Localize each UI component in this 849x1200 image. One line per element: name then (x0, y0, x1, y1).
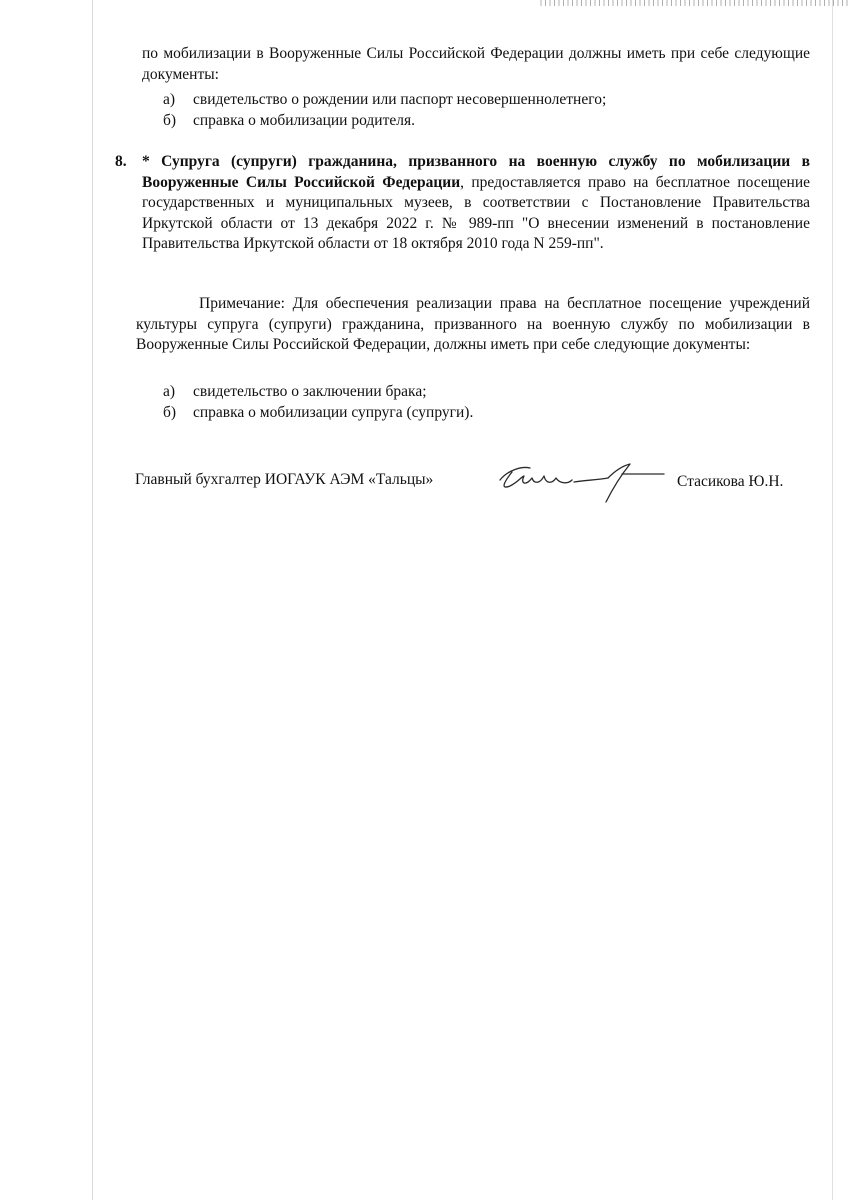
list-marker: б) (163, 112, 177, 129)
list-marker: а) (163, 383, 176, 400)
list-item-text: справка о мобилизации родителя. (193, 112, 415, 129)
item-8-text: , предоставляется право на бесплатное посещение государственных и муниципальных музеев, в соответствии с Постановление Правительства Иркутской области от 13 декабря 2022 г. № 989-пп "О внесении изменений в постановление Правительства Иркутской области от 18 октября 2010 года N 259-пп". (142, 173, 810, 252)
signature-block (135, 466, 815, 506)
list-item (163, 402, 473, 423)
item-8-bold-text: * Супруга (супруги) гражданина, призванного на военную службу по мобилизации в Вооруженные Силы Российской Федерации (142, 153, 810, 191)
list-item (163, 110, 606, 131)
list-item (163, 381, 473, 402)
list-item-text: свидетельство о заключении брака; (193, 383, 427, 400)
scan-edge-right (832, 0, 833, 1200)
signer-position: Главный бухгалтер ИОГАУК АЭМ «Тальцы» (135, 471, 434, 488)
list-marker: а) (163, 91, 176, 108)
scan-artifact-top (540, 0, 849, 6)
item-8-body (142, 152, 810, 255)
list-item-text: свидетельство о рождении или паспорт несовершеннолетнего; (193, 91, 607, 108)
list-item (163, 89, 606, 110)
item-number: 8. (115, 153, 127, 170)
signer-name: Стасикова Ю.Н. (677, 473, 784, 490)
handwritten-signature (490, 462, 670, 506)
documents-list-spouse (163, 381, 473, 423)
scan-edge-left (92, 0, 93, 1200)
item-8 (115, 152, 810, 255)
list-marker: б) (163, 404, 177, 421)
list-item-text: справка о мобилизации супруга (супруги). (193, 404, 474, 421)
note-paragraph: Примечание: Для обеспечения реализации права на бесплатное посещение учреждений культуры супруга (супруги) гражданина, призванного на военную службу по мобилизации в Вооруженные Силы Российской Федерации, должны иметь при себе следующие документы: (136, 295, 810, 353)
continuation-paragraph: по мобилизации в Вооруженные Силы Российской Федерации должны иметь при себе следующие документы: (142, 45, 810, 83)
documents-list-children (163, 89, 606, 131)
